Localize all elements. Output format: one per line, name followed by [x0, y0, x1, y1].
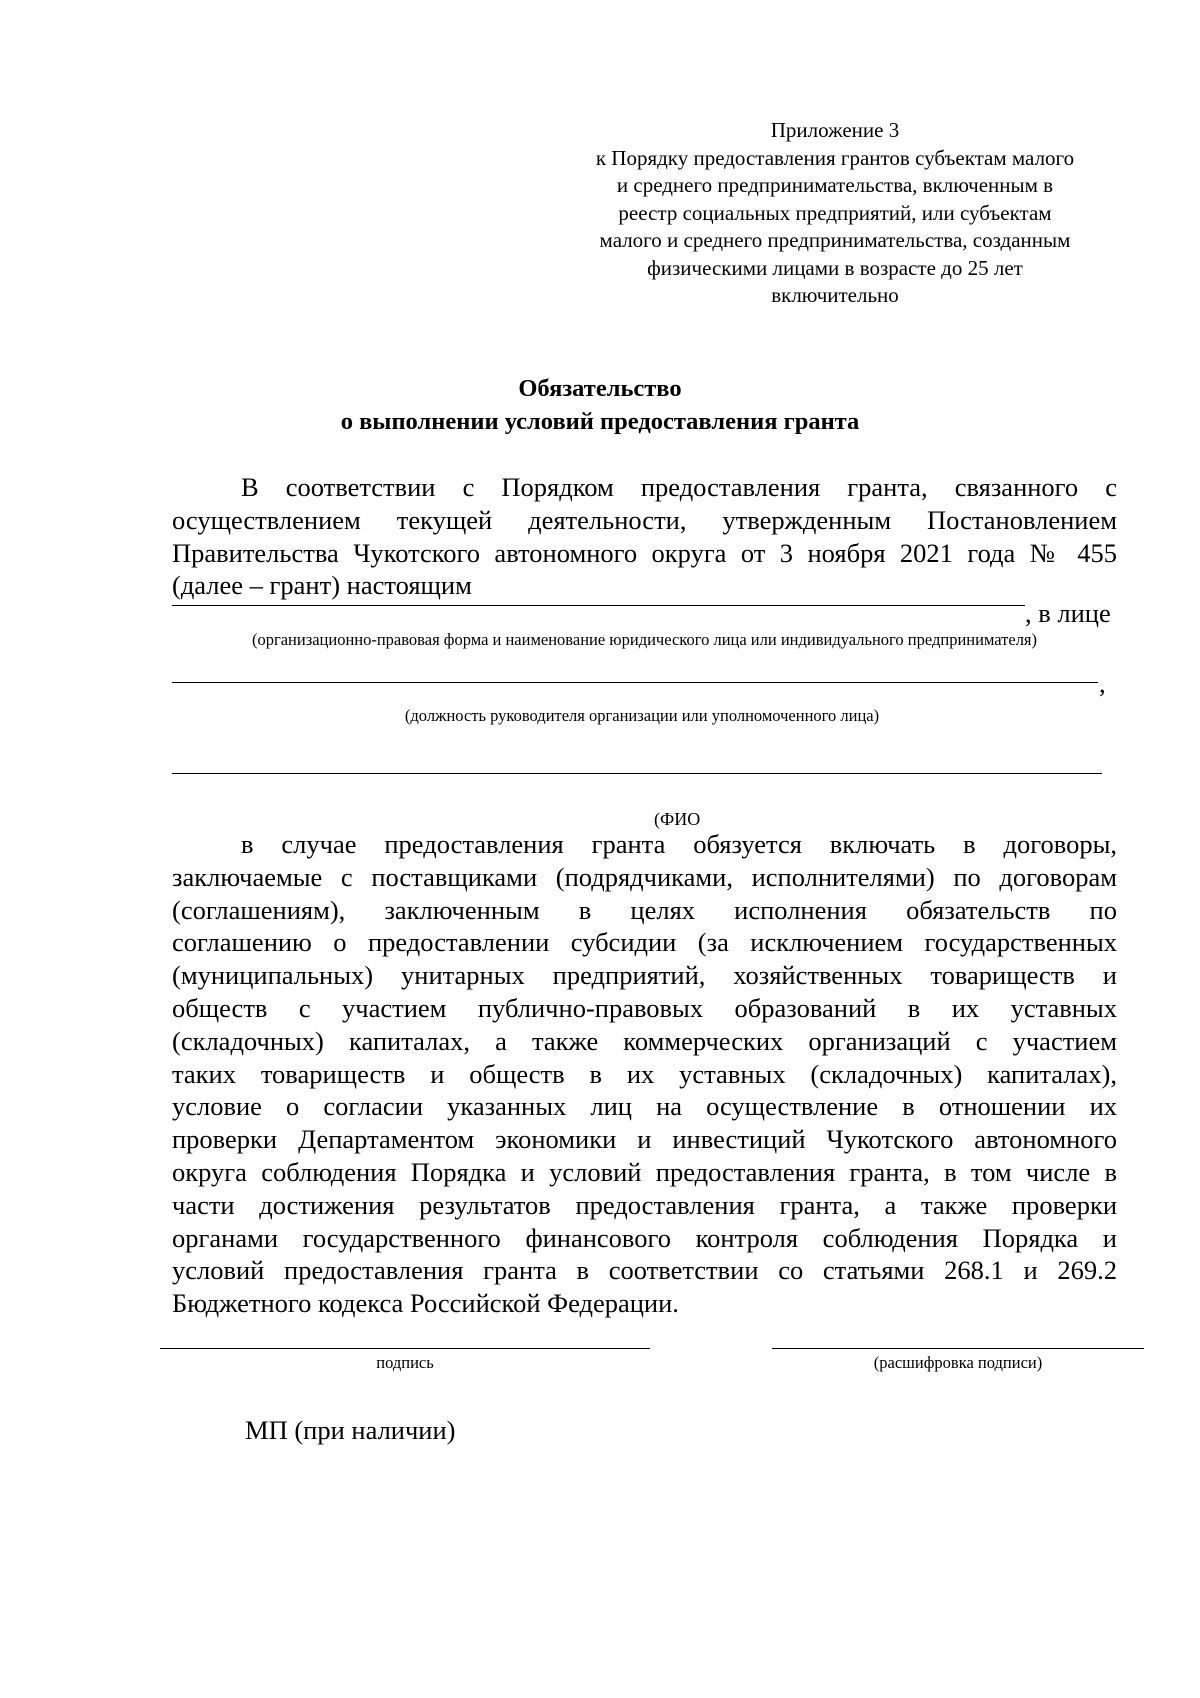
intro-line: осуществлением текущей деятельности, утвержденным Постановлением [172, 504, 1117, 535]
obligation-line: (складочных) капиталах, а также коммерческих организаций с участием [172, 1025, 1117, 1056]
appendix-line: к Порядку предоставления грантов субъектам малого [595, 145, 1075, 170]
obligation-line: проверки Департаментом экономики и инвестиций Чукотского автономного [172, 1124, 1117, 1155]
obligation-line: заключаемые с поставщиками (подрядчиками, исполнителями) по договорам [172, 861, 1117, 892]
fio-field-line[interactable] [172, 773, 1102, 774]
obligation-line: условие о согласии указанных лиц на осуществление в отношении их [172, 1091, 1117, 1122]
appendix-line: физическими лицами в возрасте до 25 лет [647, 255, 1023, 280]
position-field-suffix: , [1099, 668, 1106, 698]
appendix-line: и среднего предпринимательства, включенным в [616, 173, 1054, 197]
obligation-line: части достижения результатов предоставления гранта, а также проверки [172, 1189, 1117, 1220]
obligation-paragraph [172, 828, 1117, 1320]
intro-paragraph [172, 471, 1117, 602]
obligation-line: (соглашениям), заключенным в целях исполнения обязательств по [172, 894, 1117, 925]
document-title [0, 372, 1200, 438]
obligation-line: округа соблюдения Порядка и условий предоставления гранта, в том числе в [172, 1156, 1117, 1187]
fio-field-caption: (ФИО [654, 809, 701, 829]
position-field-line[interactable] [172, 682, 1098, 683]
organization-field-caption: (организационно-правовая форма и наименование юридического лица или индивидуального предпринимателя) [251, 630, 1038, 649]
signature-caption: подпись [376, 1353, 434, 1372]
appendix-header [555, 117, 1115, 310]
appendix-line: включительно [771, 283, 899, 307]
intro-line: В соответствии с Порядком предоставления гранта, связанного с [241, 472, 1117, 502]
obligation-line: Бюджетного кодекса Российской Федерации. [172, 1288, 679, 1319]
intro-line: (далее – грант) настоящим [172, 570, 472, 601]
obligation-line: соглашению о предоставлении субсидии (за исключением государственных [172, 927, 1117, 958]
obligation-line: (муниципальных) унитарных предприятий, хозяйственных товариществ и [172, 960, 1117, 991]
signature-decoding-caption: (расшифровка подписи) [873, 1353, 1043, 1372]
obligation-line: органами государственного финансового контроля соблюдения Порядка и [172, 1222, 1117, 1253]
signature-field-line[interactable] [160, 1348, 650, 1349]
stamp-placeholder: МП (при наличии) [245, 1415, 456, 1445]
appendix-line: малого и среднего предпринимательства, созданным [599, 228, 1071, 252]
signature-decoding-field-line[interactable] [772, 1348, 1144, 1349]
organization-field-suffix: , в лице [1025, 598, 1111, 628]
position-field-caption: (должность руководителя организации или уполномоченного лица) [404, 706, 880, 725]
intro-line: Правительства Чукотского автономного округа от 3 ноября 2021 года № 455 [172, 537, 1117, 568]
obligation-line: в случае предоставления гранта обязуется включать в договоры, [241, 829, 1117, 859]
appendix-line: Приложение 3 [770, 118, 900, 142]
title-line-2: о выполнении условий предоставления гранта [340, 408, 860, 435]
obligation-line: условий предоставления гранта в соответствии со статьями 268.1 и 269.2 [172, 1255, 1117, 1286]
appendix-line: реестр социальных предприятий, или субъектам [618, 200, 1052, 225]
obligation-line: таких товариществ и обществ в их уставных (складочных) капиталах), [172, 1058, 1117, 1089]
title-line-1: Обязательство [518, 375, 682, 402]
obligation-line: обществ с участием публично-правовых образований в их уставных [172, 992, 1117, 1023]
organization-field-line[interactable] [172, 605, 1025, 606]
